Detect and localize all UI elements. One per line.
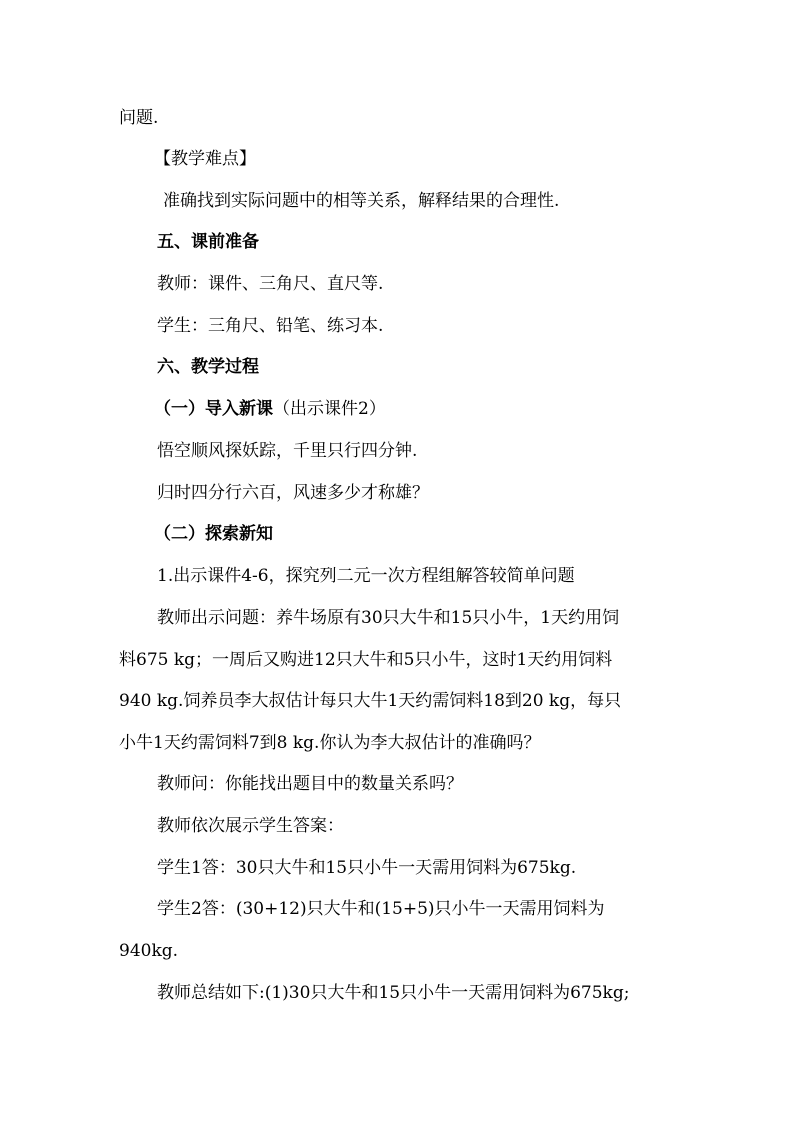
text-line: 940 kg.饲养员李大叔估计每只大牛1天约需饲料18到20 kg，每只 — [119, 691, 622, 711]
text-line: 料675 kg；一周后又购进12只大牛和5只小牛，这时1天约用饲料 — [119, 650, 613, 670]
subsection-heading-intro — [154, 398, 386, 420]
text-line: 学生2答：(30+12)只大牛和(15+5)只小牛一天需用饲料为 — [157, 899, 605, 919]
text-line: 问题. — [119, 108, 159, 128]
text-line: 悟空顺风探妖踪，千里只行四分钟. — [157, 441, 418, 461]
section-label-teaching-difficulty: 【教学难点】 — [154, 149, 256, 169]
text-line: 归时四分行六百，风速多少才称雄？ — [157, 483, 429, 503]
subsection-title: （一）导入新课 — [154, 399, 273, 419]
text-line: 教师总结如下:(1)30只大牛和15只小牛一天需用饲料为675kg; — [157, 983, 630, 1003]
text-line: 教师：课件、三角尺、直尺等. — [157, 274, 384, 294]
section-heading-process: 六、教学过程 — [157, 357, 259, 377]
subsection-note: （出示课件2） — [273, 399, 386, 419]
text-line: 教师出示问题：养牛场原有30只大牛和15只小牛，1天约用饲 — [157, 608, 620, 628]
section-heading-preparation: 五、课前准备 — [157, 232, 259, 252]
text-line: 小牛1天约需饲料7到8 kg.你认为李大叔估计的准确吗？ — [119, 733, 541, 753]
text-line: 学生：三角尺、铅笔、练习本. — [157, 316, 384, 336]
text-line: 教师依次展示学生答案： — [157, 816, 344, 836]
text-line: 教师问：你能找出题目中的数量关系吗？ — [157, 774, 463, 794]
text-line: 准确找到实际问题中的相等关系，解释结果的合理性. — [163, 191, 560, 211]
text-line: 940kg. — [119, 941, 179, 961]
text-line: 1.出示课件4-6，探究列二元一次方程组解答较简单问题 — [157, 566, 575, 586]
subsection-heading-explore: （二）探索新知 — [154, 524, 273, 544]
text-line: 学生1答：30只大牛和15只小牛一天需用饲料为675kg. — [157, 858, 577, 878]
